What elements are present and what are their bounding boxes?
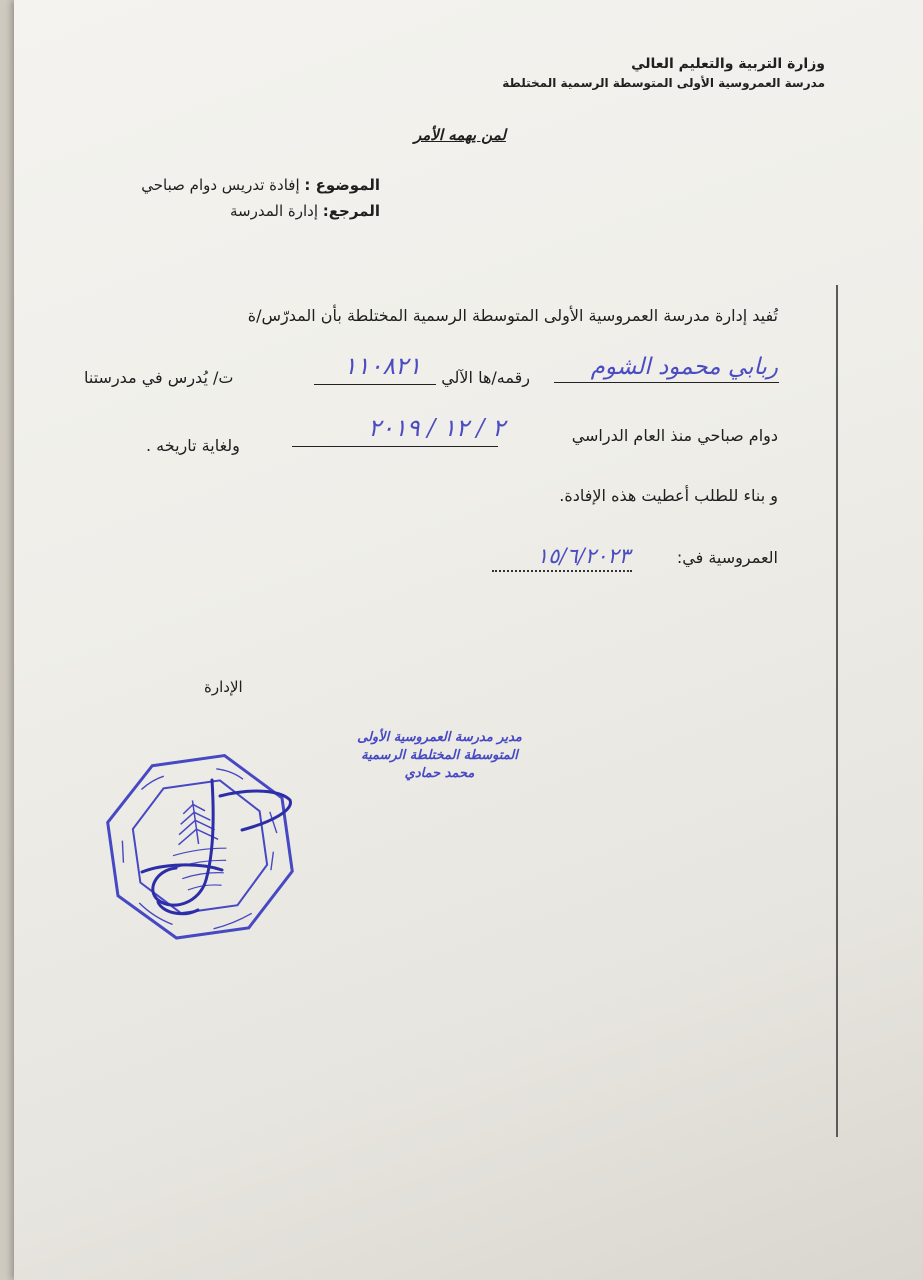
teacher-name-blank bbox=[554, 382, 779, 383]
body-line-3-tail: ولغاية تاريخه . bbox=[146, 436, 240, 455]
issue-date: ١٥/٦/٢٠٢٣ bbox=[536, 544, 630, 568]
principal-stamp bbox=[332, 730, 547, 781]
principal-stamp-line-1: مدير مدرسة العمروسية الأولى bbox=[357, 730, 522, 745]
id-label: رقمه/ها الآلي bbox=[441, 368, 530, 387]
reference-label: المرجع: bbox=[322, 202, 380, 220]
issue-date-blank bbox=[492, 570, 632, 572]
official-seal bbox=[102, 752, 297, 942]
school-header: مدرسة العمروسية الأولى المتوسطة الرسمية المختلطة bbox=[502, 76, 825, 90]
subject-label: الموضوع : bbox=[304, 176, 380, 194]
body-line-4: و بناء للطلب أعطيت هذه الإفادة. bbox=[559, 486, 778, 505]
subject-line bbox=[141, 176, 380, 194]
id-number: ١١٠٨٢١ bbox=[343, 352, 421, 380]
reference-line bbox=[230, 202, 380, 220]
id-number-blank bbox=[314, 384, 436, 385]
body-line-1: تُفيد إدارة مدرسة العمروسية الأولى المتوسطة الرسمية المختلطة بأن المدرّس/ة bbox=[247, 306, 778, 325]
administration-label: الإدارة bbox=[204, 678, 243, 696]
to-whom-title: لمن يهمه الأمر bbox=[414, 126, 506, 144]
reference-value: إدارة المدرسة bbox=[229, 202, 318, 220]
document-page bbox=[14, 0, 923, 1280]
subject-value: إفادة تدريس دوام صباحي bbox=[141, 176, 300, 194]
teacher-name: ربابي محمود الشوم bbox=[590, 354, 778, 380]
principal-stamp-line-3: محمد حمادي bbox=[404, 766, 475, 781]
principal-stamp-line-2: المتوسطة المختلطة الرسمية bbox=[361, 748, 518, 763]
place-date-label: العمروسية في: bbox=[676, 548, 778, 567]
ministry-header: وزارة التربية والتعليم العالي bbox=[631, 56, 825, 72]
body-line-3-head: دوام صباحي منذ العام الدراسي bbox=[571, 426, 778, 445]
start-date-blank bbox=[292, 446, 498, 447]
start-date: ٢ / ١٢ / ٢٠١٩ bbox=[368, 414, 505, 442]
body-line-2-tail: ت/ يُدرس في مدرستنا bbox=[84, 368, 234, 387]
margin-line bbox=[836, 285, 838, 1137]
